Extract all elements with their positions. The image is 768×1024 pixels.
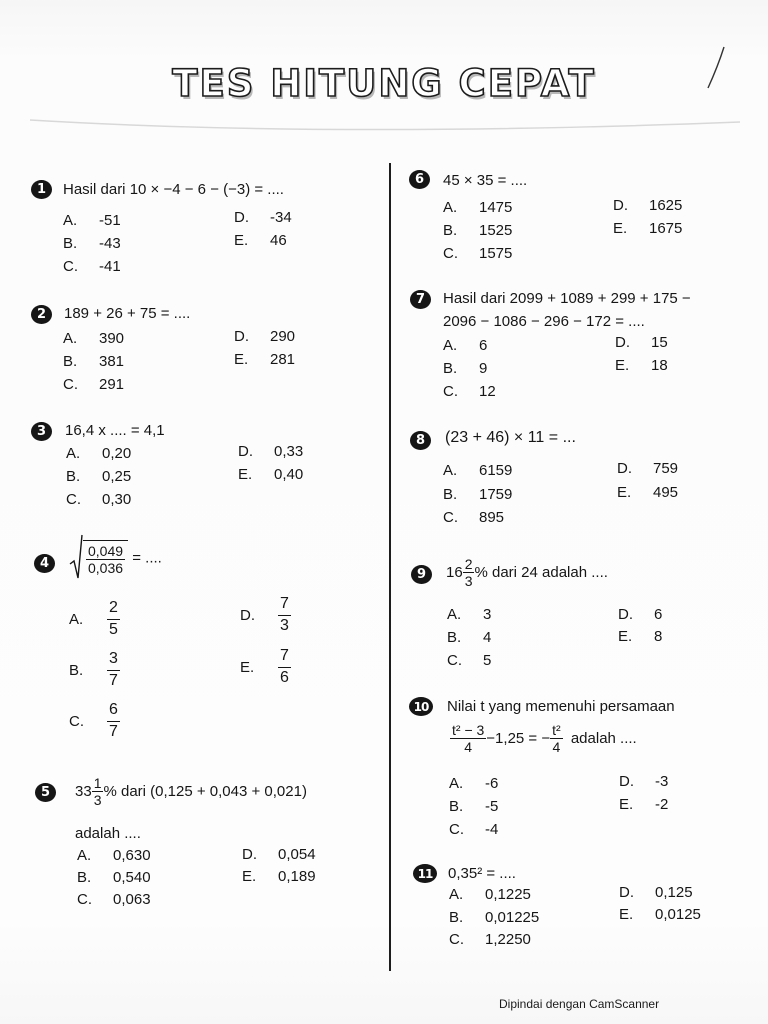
question-3-expression: 16,4 x .... = 4,1 xyxy=(65,422,165,439)
option-c: C. 1,2250 xyxy=(449,931,531,948)
scanner-watermark: Dipindai dengan CamScanner xyxy=(499,997,660,1011)
option-e: E. 0,40 xyxy=(238,466,304,483)
option-c: C. -4 xyxy=(449,821,499,838)
option-e: E. 18 xyxy=(615,357,668,374)
radical-sign xyxy=(69,534,83,582)
option-b: B. 381 xyxy=(63,353,125,370)
option-d: D. 290 xyxy=(234,328,296,345)
column-divider xyxy=(389,163,391,971)
title-underline-curve xyxy=(0,112,768,142)
question-number-badge: 6 xyxy=(409,170,430,189)
option-d: D. 0,125 xyxy=(619,884,693,901)
option-b: B. $\frac{3}{7}$ xyxy=(69,650,118,689)
option-b: B. 1525 xyxy=(443,222,513,239)
option-b: B. -43 xyxy=(63,235,121,252)
option-b: B. -5 xyxy=(449,798,499,815)
option-a: A. 6 xyxy=(443,337,488,354)
option-c: C. 5 xyxy=(447,652,492,669)
option-a: A. 0,630 xyxy=(77,847,151,864)
option-a: A. 3 xyxy=(447,606,492,623)
question-number-badge: 9 xyxy=(411,565,432,584)
option-c: C. 895 xyxy=(443,509,505,526)
option-c: C. 12 xyxy=(443,383,496,400)
option-c: C. 0,30 xyxy=(66,491,132,508)
option-c: C. $\frac{6}{7}$ xyxy=(69,701,118,740)
option-b: B. 4 xyxy=(447,629,492,646)
option-b: B. 1759 xyxy=(443,486,513,503)
question-4-expression: $\frac{0,049}{0,036}$ = .... xyxy=(69,534,162,582)
question-number-badge: 5 xyxy=(35,783,56,802)
option-e: E. 0,189 xyxy=(242,868,316,885)
question-number-badge: 2 xyxy=(31,305,52,324)
option-c: C. 0,063 xyxy=(77,891,151,908)
option-d: D. $\frac{7}{3}$ xyxy=(240,595,289,634)
question-number-badge: 1 xyxy=(31,180,52,199)
question-6-expression: 45 × 35 = .... xyxy=(443,172,528,189)
option-d: D. 15 xyxy=(615,334,668,351)
option-e: E. 8 xyxy=(618,628,663,645)
question-number-badge: 7 xyxy=(410,290,431,309)
option-a: A. -51 xyxy=(63,212,121,229)
option-a: A. 0,1225 xyxy=(449,886,531,903)
option-c: C. -41 xyxy=(63,258,121,275)
question-2-expression: 189 + 26 + 75 = .... xyxy=(64,305,191,322)
question-10-line-1: Nilai t yang memenuhi persamaan xyxy=(447,698,675,715)
option-c: C. 291 xyxy=(63,376,125,393)
option-d: D. -3 xyxy=(619,773,669,790)
option-a: A. 6159 xyxy=(443,462,513,479)
question-7-line-1: Hasil dari 2099 + 1089 + 299 + 175 − xyxy=(443,290,691,307)
option-d: D. 759 xyxy=(617,460,679,477)
option-e: E. $\frac{7}{6}$ xyxy=(240,647,289,686)
option-e: E. 0,0125 xyxy=(619,906,701,923)
option-e: E. -2 xyxy=(619,796,669,813)
option-a: A. 1475 xyxy=(443,199,513,216)
option-a: A. 0,20 xyxy=(66,445,132,462)
question-5-continuation: adalah .... xyxy=(75,825,141,842)
question-1-prefix: Hasil dari xyxy=(63,181,126,198)
option-e: E. 281 xyxy=(234,351,296,368)
option-d: D. 1625 xyxy=(613,197,683,214)
question-11-expression: 0,35² = .... xyxy=(448,865,516,882)
question-10-equation: $\frac{\text{t² − 3}}{4}$ −1,25 = − $\frac{\text{t²}}{4}$ adalah .... xyxy=(452,722,637,756)
question-number-badge: 10 xyxy=(409,697,433,716)
question-8-expression: (23 + 46) × 11 = ... xyxy=(445,429,576,446)
option-b: B. 9 xyxy=(443,360,488,377)
option-a: A. -6 xyxy=(449,775,499,792)
question-5-expression: 33 $\frac{1}{3}$ % dari (0,125 + 0,043 + 0,021) xyxy=(75,775,307,809)
option-d: D. 0,33 xyxy=(238,443,304,460)
question-number-badge: 4 xyxy=(34,554,55,573)
question-number-badge: 11 xyxy=(413,864,437,883)
option-b: B. 0,540 xyxy=(77,869,151,886)
question-1-expression: 10 × −4 − 6 − (−3) = .... xyxy=(129,181,284,198)
question-number-badge: 3 xyxy=(31,422,52,441)
square-root: $\frac{0,049}{0,036}$ xyxy=(69,534,128,582)
pen-mark xyxy=(704,44,734,94)
option-c: C. 1575 xyxy=(443,245,513,262)
option-b: B. 0,01225 xyxy=(449,909,540,926)
option-b: B. 0,25 xyxy=(66,468,132,485)
question-7-line-2: 2096 − 1086 − 296 − 172 = .... xyxy=(443,313,645,330)
option-d: D. 6 xyxy=(618,606,663,623)
option-e: E. 495 xyxy=(617,484,679,501)
question-9-expression: 16 $\frac{2}{3}$ % dari 24 adalah .... xyxy=(446,556,608,590)
option-d: D. 0,054 xyxy=(242,846,316,863)
option-a: A. $\frac{2}{5}$ xyxy=(69,599,118,638)
option-e: E. 46 xyxy=(234,232,287,249)
page-title: TES HITUNG CEPAT xyxy=(172,62,596,105)
question-1-text xyxy=(63,181,284,198)
option-d: D. -34 xyxy=(234,209,292,226)
option-a: A. 390 xyxy=(63,330,125,347)
question-number-badge: 8 xyxy=(410,431,431,450)
option-e: E. 1675 xyxy=(613,220,683,237)
